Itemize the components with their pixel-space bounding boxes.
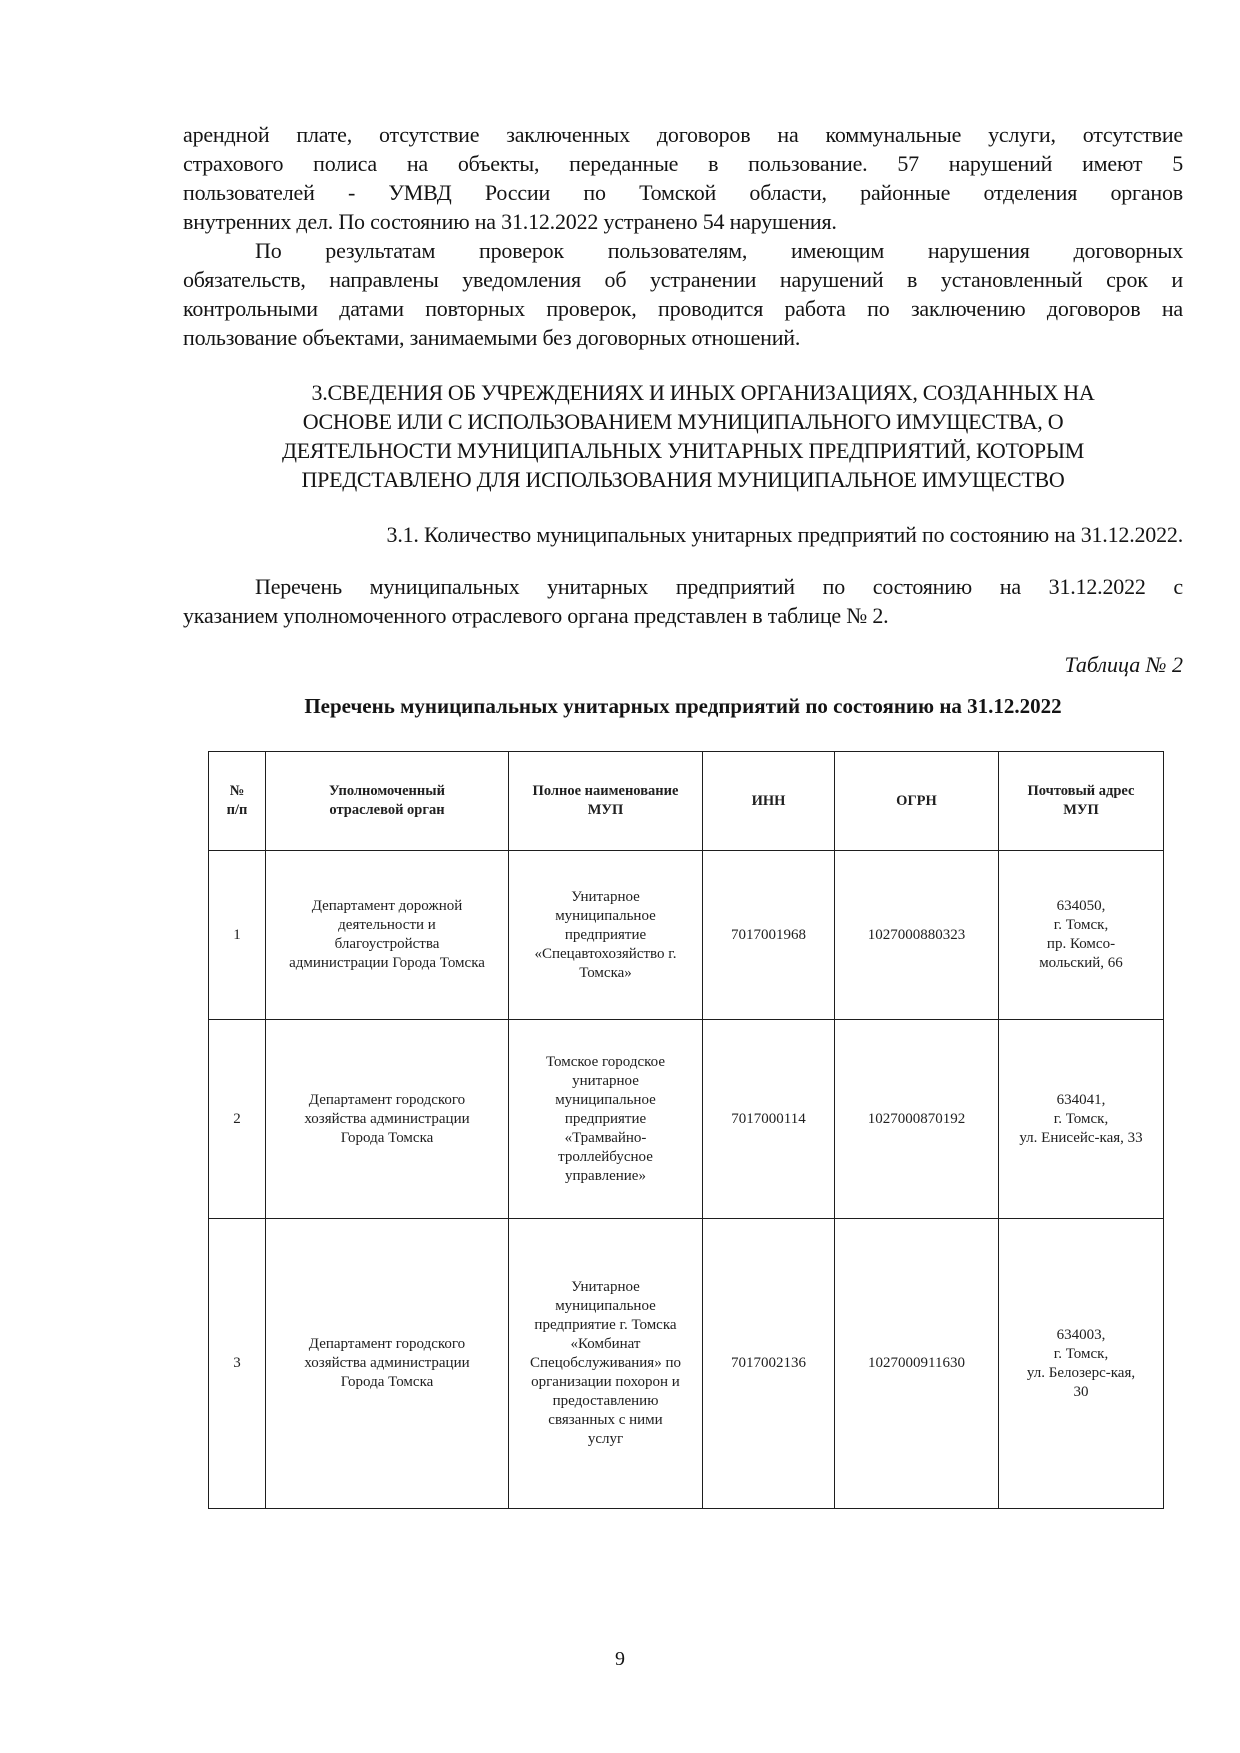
table-row [209,851,1164,1020]
cell-text: ул. Белозерс-кая, [1026,1364,1136,1381]
cell-text: муниципальное [555,1298,656,1314]
cell-text: Унитарное [571,1279,640,1295]
text-line: Перечень муниципальных унитарных предприятий по состоянию на 31.12.2022 с [255,574,1183,599]
cell-text: г. Томск, [1053,917,1109,933]
text-line: пользование объектами, занимаемыми без договорных отношений. [183,325,801,350]
intro-paragraph [183,120,1183,236]
page-number: 9 [615,1648,625,1670]
cell-inn: 7017002136 [703,1219,835,1509]
cell-organ [266,1020,509,1219]
cell-text: организации похорон и [531,1374,680,1390]
text-line: указанием уполномоченного отраслевого органа представлен в таблице № 2. [183,603,889,628]
header-text: МУП [587,802,624,818]
cell-text: Департамент дорожной [311,898,463,914]
header-num [209,752,266,851]
header-text: Полное наименование [532,783,679,799]
cell-text: «Спецавтохозяйство г. [534,945,677,962]
cell-text: предприятие [564,1110,647,1127]
cell-organ [266,851,509,1020]
text-line: обязательств, направлены уведомления об устранении нарушений в установленный срок и [183,267,1183,292]
cell-text: мольский, 66 [1039,955,1123,971]
header-text: Почтовый адрес [1027,783,1135,799]
cell-text: унитарное [572,1072,639,1089]
header-text: отраслевой орган [329,802,445,818]
cell-text: пр. Комсо- [1046,936,1116,952]
table-row [209,1219,1164,1509]
cell-address [999,1020,1164,1219]
header-name [509,752,703,851]
cell-text: хозяйства администрации [304,1110,470,1127]
results-paragraph [183,236,1183,352]
cell-text: благоустройства [334,936,440,952]
header-text: п/п [226,802,248,818]
cell-text: деятельности и [338,917,436,933]
cell-text: Департамент городского [308,1091,466,1108]
cell-text: «Комбинат [570,1336,641,1352]
header-text: № [229,783,245,799]
cell-text: хозяйства администрации [304,1355,470,1371]
table-caption: Таблица № 2 [1064,652,1183,677]
cell-name [509,1020,703,1219]
heading-line: ДЕЯТЕЛЬНОСТИ МУНИЦИПАЛЬНЫХ УНИТАРНЫХ ПРЕДПРИЯТИЙ, КОТОРЫМ [282,438,1084,463]
subsection-3-1: 3.1. Количество муниципальных унитарных предприятий по состоянию на 31.12.2022. [386,522,1183,547]
text-line: арендной плате, отсутствие заключенных договоров на коммунальные услуги, отсутствие [183,122,1183,147]
cell-num: 1 [209,851,266,1020]
cell-text: Города Томска [340,1129,434,1146]
cell-ogrn: 1027000911630 [835,1219,999,1509]
cell-num: 3 [209,1219,266,1509]
cell-address [999,1219,1164,1509]
mup-table [208,751,1164,1509]
header-address [999,752,1164,851]
header-text: Уполномоченный [329,783,445,799]
cell-text: Унитарное [571,888,640,905]
table-row [209,1020,1164,1219]
header-inn: ИНН [703,752,835,851]
cell-ogrn: 1027000870192 [835,1020,999,1219]
heading-line: ПРЕДСТАВЛЕНО ДЛЯ ИСПОЛЬЗОВАНИЯ МУНИЦИПАЛЬНОЕ ИМУЩЕСТВО [301,467,1065,492]
text-line: страхового полиса на объекты, переданные в пользование. 57 нарушений имеют 5 [183,151,1183,176]
cell-text: ул. Енисейс-кая, 33 [1019,1129,1143,1146]
cell-text: г. Томск, [1053,1345,1109,1362]
header-text: МУП [1063,802,1099,818]
cell-text: администрации Города Томска [289,955,485,971]
cell-inn: 7017001968 [703,851,835,1020]
cell-text: 30 [1073,1383,1089,1400]
cell-name [509,851,703,1020]
cell-ogrn: 1027000880323 [835,851,999,1020]
cell-text: Спецобслуживания» по [530,1355,681,1371]
cell-text: муниципальное [555,907,656,924]
text-line: пользователей - УМВД России по Томской области, районные отделения органов [183,180,1183,205]
table-title: Перечень муниципальных унитарных предприятий по состоянию на 31.12.2022 [304,694,1062,718]
cell-text: Города Томска [340,1374,434,1390]
cell-text: 634003, [1056,1326,1106,1343]
cell-text: Департамент городского [308,1336,466,1352]
cell-text: г. Томск, [1053,1110,1109,1127]
cell-text: услуг [587,1431,624,1447]
cell-organ [266,1219,509,1509]
cell-text: «Трамвайно- [564,1129,647,1146]
cell-text: связанных с ними [548,1412,663,1428]
text-line: По результатам проверок пользователям, имеющим нарушения договорных [255,238,1183,263]
cell-text: предприятие [564,926,647,943]
section-heading [183,378,1183,494]
list-paragraph [183,572,1183,630]
heading-line: ОСНОВЕ ИЛИ С ИСПОЛЬЗОВАНИЕМ МУНИЦИПАЛЬНОГО ИМУЩЕСТВА, О [302,409,1064,434]
cell-text: предприятие г. Томска [534,1317,677,1333]
text-line: внутренних дел. По состоянию на 31.12.2022 устранено 54 нарушения. [183,209,837,234]
cell-text: управление» [565,1167,646,1184]
cell-text: троллейбусное [558,1148,653,1165]
heading-line: 3.СВЕДЕНИЯ ОБ УЧРЕЖДЕНИЯХ И ИНЫХ ОРГАНИЗАЦИЯХ, СОЗДАННЫХ НА [311,380,1095,405]
cell-text: Томское городское [545,1053,666,1070]
cell-text: 634041, [1056,1091,1106,1108]
cell-address [999,851,1164,1020]
header-organ [266,752,509,851]
cell-inn: 7017000114 [703,1020,835,1219]
cell-text: 634050, [1056,898,1106,914]
header-ogrn: ОГРН [835,752,999,851]
cell-text: муниципальное [555,1091,656,1108]
cell-num: 2 [209,1020,266,1219]
cell-text: Томска» [579,964,632,981]
text-line: контрольными датами повторных проверок, проводится работа по заключению договоров на [183,296,1183,321]
cell-name [509,1219,703,1509]
table-header-row [209,752,1164,851]
cell-text: предоставлению [552,1393,659,1409]
